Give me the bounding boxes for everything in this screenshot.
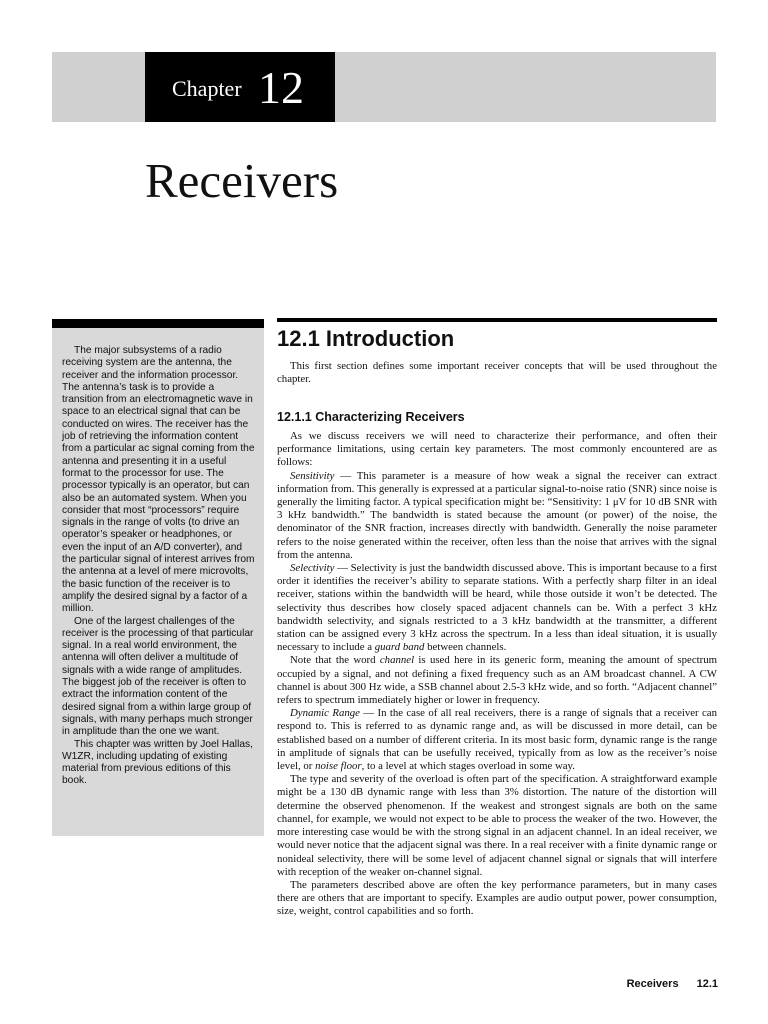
chapter-title: Receivers xyxy=(145,153,339,208)
selectivity-text: — Selectivity is just the bandwidth discussed above. This is important because to a first order it identifies the receiver’s ability to separate stations. With a perfectly sharp filter in an ideal receiver, stations within the bandwidth will be heard, while those outside it won’t be detected. The selectivity thus describes how closely spaced adjacent channels can be. With a perfect 3 kHz bandwidth selectivity, and signals restricted to a 3 kHz bandwidth at the transmitter, a different station can be assigned every 3 kHz across the spectrum. In a less than ideal situation, it is usually necessary to include a xyxy=(277,562,717,654)
body-paragraph-channel xyxy=(277,654,717,707)
sidebar-top-rule xyxy=(52,319,264,328)
term-channel: channel xyxy=(379,654,415,667)
page-number: 12.1 xyxy=(696,978,718,990)
section-rule xyxy=(277,318,717,322)
sidebar-paragraph: This chapter was written by Joel Hallas, W1ZR, including updating of existing material from previous editions of this book. xyxy=(62,738,253,787)
chapter-word: Chapter xyxy=(172,76,242,101)
sidebar-paragraph: The major subsystems of a radio receiving system are the antenna, the receiver and the information processor. The antenna’s task is to provide a transition from an electromagnetic wave in space to an electrical signal that can be conducted on wires. The receiver has the job of retrieving the information content from a particular ac signal coming from the antenna and presenting it in a useful format to the processor for use. The processor typically is an operator, but can also be an automated system. When you consider that most “processors” require signals in the range of volts (to drive an operator’s speaker or headphones, or even the input of an A/D converter), and the particular signal of interest arrives from the antenna at a level of mere microvolts, the basic function of the receiver is to amplify the desired signal by a factor of a million. xyxy=(62,345,255,615)
body-paragraph-dynamic-range xyxy=(277,707,717,773)
page-footer xyxy=(627,978,718,990)
section-intro: This first section defines some important receiver concepts that will be used throughout the chapter. xyxy=(277,360,717,386)
chapter-label-box xyxy=(145,52,335,122)
footer-title: Receivers xyxy=(626,978,679,990)
dynamic-end: , to a level at which stages overload in some way. xyxy=(361,760,575,773)
body-text xyxy=(277,430,717,919)
section-heading: 12.1 Introduction xyxy=(277,326,455,351)
term-dynamic-range: Dynamic Range xyxy=(290,707,360,720)
sidebar-paragraph: One of the largest challenges of the receiver is the processing of that particular signal. In a real world environment, the antenna will often deliver a multitude of signals with a wide range of amplitudes. The biggest job of the receiver is often to extract the information content of the desired signal from a within large group of signals, with many perhaps much stronger in amplitude than the one we want. xyxy=(62,615,254,738)
sensitivity-text: — This parameter is a measure of how weak a signal the receiver can extract information from. This generally is expressed at a particular signal-to-noise ratio (SNR) since noise is generally the limiting factor. A typical specification might be: “Sensitivity: 1 μV for 10 dB SNR with 3 kHz bandwidth.” The bandwidth is stated because the amount (or power) of the noise, the denominator of the SNR fraction, increases directly with bandwidth. Generally the noise parameter refers to the noise generated within the receiver, often less than the noise that arrives with the signal from the antenna. xyxy=(277,469,717,561)
subsection-heading: 12.1.1 Characterizing Receivers xyxy=(277,410,465,424)
body-paragraph-intro: As we discuss receivers we will need to characterize their performance, and often their performance limitations, using certain key parameters. The most commonly encountered are as follows: xyxy=(277,430,717,469)
body-paragraph-overload: The type and severity of the overload is often part of the specification. A straightforward example might be a 130 dB dynamic range with less than 3% distortion. The nature of the distortion will determine the observed phenomenon. If the weakest and strongest signals are both on the same channel, for example, we would not expect to be able to process the weaker of the two. However, the more interesting case would be with the strong signal in an adjacent channel. In an ideal receiver, we would never notice that the adjacent signal was there. In a real receiver with a finite dynamic range or nonideal selectivity, there will be some level of adjacent channel signal or signals that will interfere with reception of the weaker on-channel signal. xyxy=(277,773,717,878)
term-noise-floor: noise floor xyxy=(315,760,362,773)
sidebar-box xyxy=(52,328,264,836)
term-sensitivity: Sensitivity xyxy=(290,469,335,482)
selectivity-end: between channels. xyxy=(424,641,507,654)
chapter-number: 12 xyxy=(258,62,304,113)
term-guard-band: guard band xyxy=(374,641,425,654)
dynamic-text: — In the case of all real receivers, there is a range of signals that a receiver can respond to. This is referred to as dynamic range and, as will be discussed in more detail, can be established based on a number of different criteria. In its most basic form, dynamic range is the range in amplitude of signals that can be usefully received, typically from as low as the receiver’s noise level, or xyxy=(277,707,717,773)
body-paragraph-selectivity xyxy=(277,562,717,654)
channel-pre: Note that the word xyxy=(290,654,380,667)
body-paragraph-parameters: The parameters described above are often the key performance parameters, but in many cases there are others that are important to specify. Examples are audio output power, power consumption, size, weight, control capabilities and so forth. xyxy=(277,878,717,918)
channel-text: is used here in its generic form, meaning the amount of spectrum occupied by a signal, and not defining a fixed frequency such as an AM broadcast channel. A CW channel is about 300 Hz wide, a SSB channel about 2.5-3 kHz wide, and so forth. “Adjacent channel” refers to spectrum immediately higher or lower in frequency. xyxy=(277,654,717,707)
body-paragraph-sensitivity xyxy=(277,470,717,562)
term-selectivity: Selectivity xyxy=(290,562,335,575)
